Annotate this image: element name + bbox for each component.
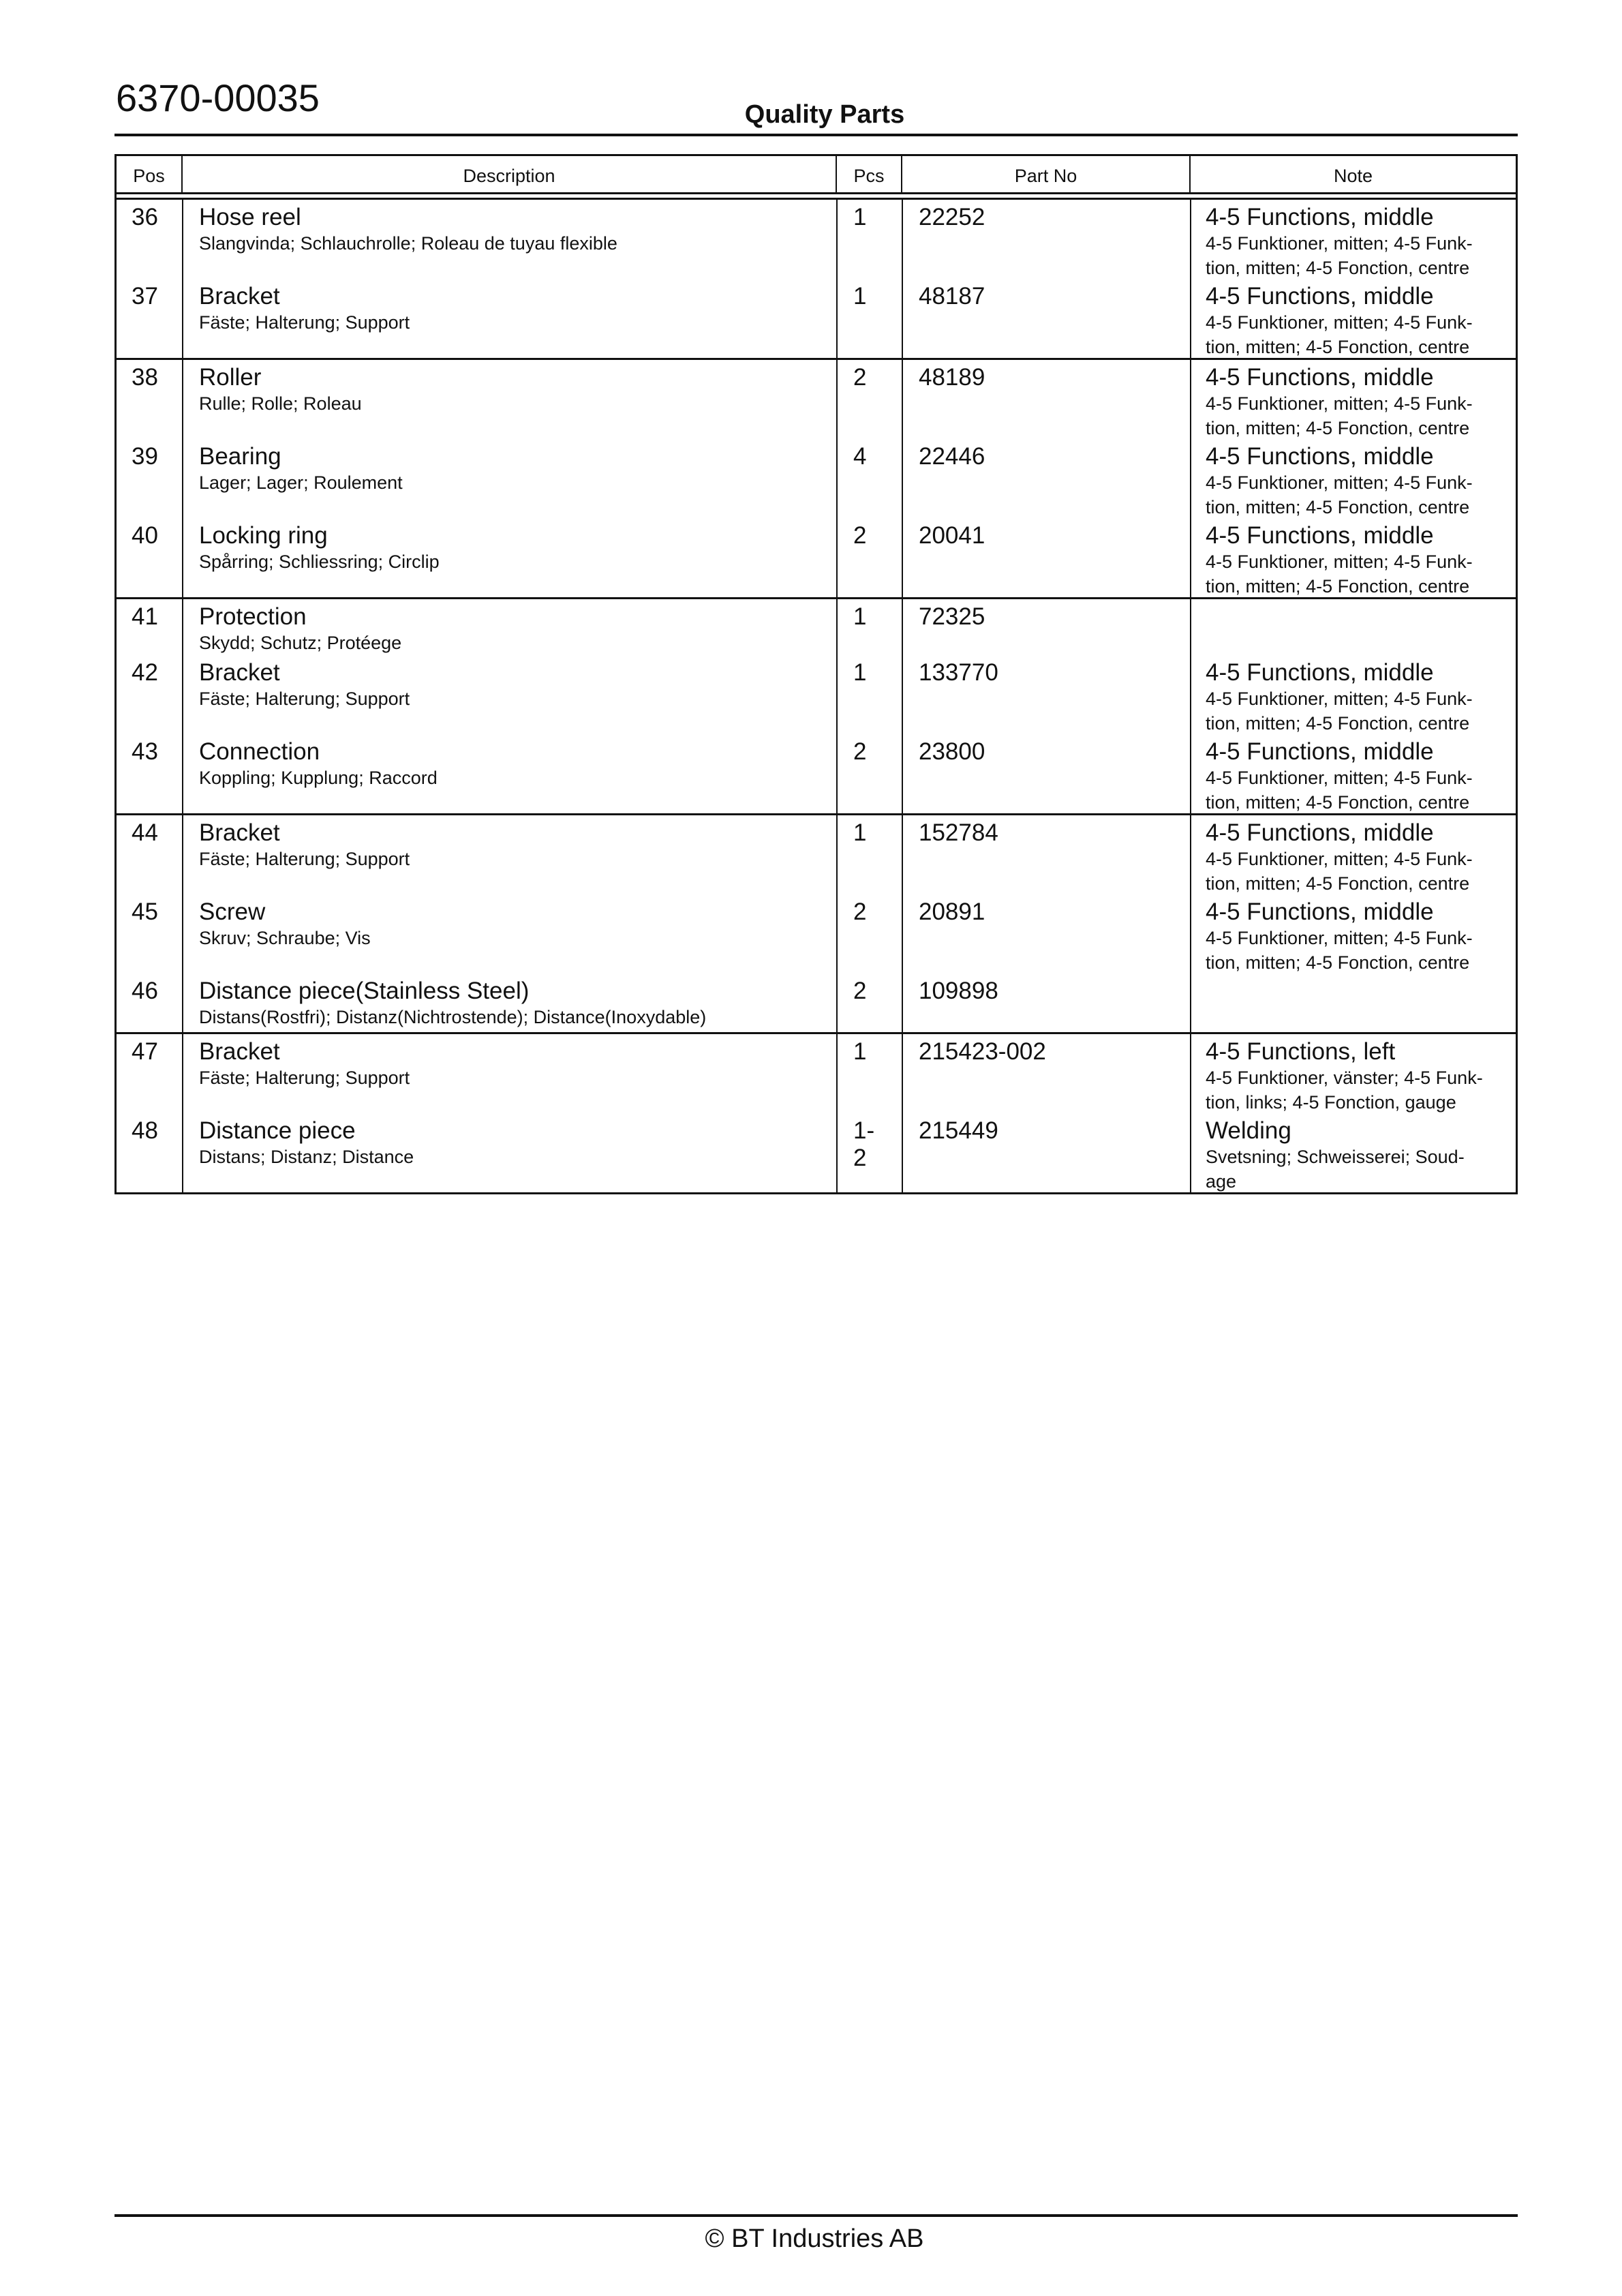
description-cell xyxy=(183,603,837,655)
position-number: 36 xyxy=(132,204,158,230)
part-description: Distance piece xyxy=(199,1117,356,1144)
table-row xyxy=(117,599,1516,655)
position-number: 46 xyxy=(132,978,158,1004)
note-cell xyxy=(1191,364,1516,439)
part-number: 152784 xyxy=(919,819,998,846)
description-cell xyxy=(183,364,837,439)
quantity: 2 xyxy=(853,738,867,765)
note-text: 4-5 Functions, middle xyxy=(1206,522,1434,549)
row-group xyxy=(117,200,1516,360)
part-description: Roller xyxy=(199,364,262,391)
part-description-translations: Skruv; Schraube; Vis xyxy=(199,928,371,948)
row-group xyxy=(117,360,1516,599)
note-cell xyxy=(1191,283,1516,358)
part-number: 20891 xyxy=(919,898,985,925)
part-description-translations: Fäste; Halterung; Support xyxy=(199,1068,410,1088)
pos-cell xyxy=(117,1117,183,1192)
quantity: 1 xyxy=(853,204,867,230)
note-translations: 4-5 Funktioner, mitten; 4-5 Funk-tion, mitten; 4-5 Fonction, centre xyxy=(1206,472,1473,517)
position-number: 40 xyxy=(132,522,158,549)
note-cell xyxy=(1191,659,1516,734)
table-row xyxy=(117,1113,1516,1192)
pos-cell xyxy=(117,1038,183,1113)
position-number: 41 xyxy=(132,603,158,630)
pcs-cell xyxy=(837,659,902,734)
pos-cell xyxy=(117,659,183,734)
quantity: 1-2 xyxy=(853,1117,875,1171)
note-cell xyxy=(1191,898,1516,973)
pcs-cell xyxy=(837,738,902,813)
part-description: Connection xyxy=(199,738,320,765)
part-description: Distance piece(Stainless Steel) xyxy=(199,978,530,1004)
part-description: Bracket xyxy=(199,659,280,686)
column-header-note: Note xyxy=(1333,166,1373,186)
pos-cell xyxy=(117,443,183,518)
note-cell xyxy=(1191,204,1516,279)
pos-cell xyxy=(117,522,183,597)
quantity: 1 xyxy=(853,659,867,686)
part-no-cell xyxy=(902,978,1191,1032)
copyright-footer: © BT Industries AB xyxy=(705,2224,924,2253)
quantity: 2 xyxy=(853,978,867,1004)
part-description-translations: Slangvinda; Schlauchrolle; Roleau de tuyau flexible xyxy=(199,233,617,254)
part-number: 22446 xyxy=(919,443,985,470)
page-title: Quality Parts xyxy=(744,100,905,129)
part-no-cell xyxy=(902,283,1191,358)
description-cell xyxy=(183,443,837,518)
part-number: 109898 xyxy=(919,978,998,1004)
quantity: 2 xyxy=(853,364,867,391)
part-no-cell xyxy=(902,443,1191,518)
part-no-cell xyxy=(902,659,1191,734)
pcs-cell xyxy=(837,443,902,518)
pcs-cell xyxy=(837,978,902,1032)
table-row xyxy=(117,973,1516,1032)
pcs-cell xyxy=(837,204,902,279)
part-no-cell xyxy=(902,204,1191,279)
note-cell xyxy=(1191,1117,1516,1192)
part-description-translations: Koppling; Kupplung; Raccord xyxy=(199,768,438,788)
position-number: 38 xyxy=(132,364,158,391)
note-translations: 4-5 Funktioner, mitten; 4-5 Funk-tion, mitten; 4-5 Fonction, centre xyxy=(1206,393,1473,438)
pcs-cell xyxy=(837,898,902,973)
description-cell xyxy=(183,204,837,279)
table-header-row xyxy=(117,156,1516,194)
part-description: Locking ring xyxy=(199,522,328,549)
pos-cell xyxy=(117,738,183,813)
part-description-translations: Fäste; Halterung; Support xyxy=(199,689,410,709)
note-translations: 4-5 Funktioner, mitten; 4-5 Funk-tion, mitten; 4-5 Fonction, centre xyxy=(1206,689,1473,734)
note-text: 4-5 Functions, left xyxy=(1206,1038,1396,1065)
note-translations: 4-5 Funktioner, mitten; 4-5 Funk-tion, mitten; 4-5 Fonction, centre xyxy=(1206,768,1473,813)
pcs-cell xyxy=(837,522,902,597)
part-description-translations: Distans; Distanz; Distance xyxy=(199,1147,414,1167)
table-row xyxy=(117,360,1516,439)
table-row xyxy=(117,894,1516,973)
pos-cell xyxy=(117,283,183,358)
part-no-cell xyxy=(902,364,1191,439)
part-description-translations: Spårring; Schliessring; Circlip xyxy=(199,552,440,572)
note-text: 4-5 Functions, middle xyxy=(1206,738,1434,765)
part-no-cell xyxy=(902,1117,1191,1192)
table-row xyxy=(117,655,1516,734)
part-description-translations: Rulle; Rolle; Roleau xyxy=(199,393,362,414)
note-text: 4-5 Functions, middle xyxy=(1206,659,1434,686)
part-number: 72325 xyxy=(919,603,985,630)
part-description: Protection xyxy=(199,603,307,630)
part-description: Bracket xyxy=(199,283,280,309)
part-no-cell xyxy=(902,819,1191,894)
description-cell xyxy=(183,283,837,358)
note-text: 4-5 Functions, middle xyxy=(1206,819,1434,846)
note-cell xyxy=(1191,819,1516,894)
part-description-translations: Skydd; Schutz; Protéege xyxy=(199,633,402,653)
table-row xyxy=(117,1034,1516,1113)
description-cell xyxy=(183,659,837,734)
note-cell xyxy=(1191,738,1516,813)
table-row xyxy=(117,279,1516,358)
note-text: 4-5 Functions, middle xyxy=(1206,443,1434,470)
part-description-translations: Lager; Lager; Roulement xyxy=(199,472,403,493)
pcs-cell xyxy=(837,364,902,439)
note-translations: 4-5 Funktioner, vänster; 4-5 Funk-tion, links; 4-5 Fonction, gauge xyxy=(1206,1068,1483,1113)
pos-cell xyxy=(117,819,183,894)
note-translations: Svetsning; Schweisserei; Soud-age xyxy=(1206,1147,1465,1192)
pcs-cell xyxy=(837,1038,902,1113)
part-description: Bearing xyxy=(199,443,281,470)
part-no-cell xyxy=(902,1038,1191,1113)
part-no-cell xyxy=(902,738,1191,813)
description-cell xyxy=(183,898,837,973)
position-number: 37 xyxy=(132,283,158,309)
row-group xyxy=(117,1034,1516,1192)
pos-cell xyxy=(117,603,183,655)
position-number: 39 xyxy=(132,443,158,470)
part-no-cell xyxy=(902,522,1191,597)
part-description-translations: Distans(Rostfri); Distanz(Nichtrostende); Distance(Inoxydable) xyxy=(199,1007,707,1027)
pos-cell xyxy=(117,898,183,973)
parts-table xyxy=(114,154,1518,1194)
part-number: 23800 xyxy=(919,738,985,765)
part-number: 22252 xyxy=(919,204,985,230)
pcs-cell xyxy=(837,1117,902,1192)
part-description: Screw xyxy=(199,898,266,925)
description-cell xyxy=(183,1038,837,1113)
pcs-cell xyxy=(837,283,902,358)
note-text: 4-5 Functions, middle xyxy=(1206,204,1434,230)
row-group xyxy=(117,599,1516,815)
note-cell xyxy=(1191,1038,1516,1113)
pos-cell xyxy=(117,364,183,439)
note-translations: 4-5 Funktioner, mitten; 4-5 Funk-tion, mitten; 4-5 Fonction, centre xyxy=(1206,233,1473,278)
quantity: 1 xyxy=(853,819,867,846)
part-number: 215449 xyxy=(919,1117,998,1144)
position-number: 42 xyxy=(132,659,158,686)
part-description: Bracket xyxy=(199,1038,280,1065)
note-translations: 4-5 Funktioner, mitten; 4-5 Funk-tion, mitten; 4-5 Fonction, centre xyxy=(1206,849,1473,894)
part-number: 20041 xyxy=(919,522,985,549)
description-cell xyxy=(183,978,837,1032)
quantity: 1 xyxy=(853,283,867,309)
quantity: 1 xyxy=(853,603,867,630)
position-number: 48 xyxy=(132,1117,158,1144)
column-header-pos: Pos xyxy=(117,156,183,192)
note-text: 4-5 Functions, middle xyxy=(1206,364,1434,391)
pos-cell xyxy=(117,204,183,279)
column-header-part-no: Part No xyxy=(902,156,1191,192)
pcs-cell xyxy=(837,603,902,655)
note-cell xyxy=(1191,603,1516,655)
description-cell xyxy=(183,738,837,813)
pcs-cell xyxy=(837,819,902,894)
position-number: 44 xyxy=(132,819,158,846)
note-cell xyxy=(1191,522,1516,597)
part-number: 133770 xyxy=(919,659,998,686)
table-row xyxy=(117,518,1516,597)
part-number: 48189 xyxy=(919,364,985,391)
table-row xyxy=(117,734,1516,813)
note-translations: 4-5 Funktioner, mitten; 4-5 Funk-tion, mitten; 4-5 Fonction, centre xyxy=(1206,552,1473,596)
position-number: 45 xyxy=(132,898,158,925)
note-text: 4-5 Functions, middle xyxy=(1206,283,1434,309)
pos-cell xyxy=(117,978,183,1032)
column-header-description: Description xyxy=(183,156,837,192)
header-divider xyxy=(114,134,1518,136)
footer-divider xyxy=(114,2214,1518,2217)
part-description-translations: Fäste; Halterung; Support xyxy=(199,849,410,869)
column-header-pcs: Pcs xyxy=(837,156,902,192)
quantity: 2 xyxy=(853,898,867,925)
position-number: 47 xyxy=(132,1038,158,1065)
part-description: Bracket xyxy=(199,819,280,846)
description-cell xyxy=(183,1117,837,1192)
note-cell xyxy=(1191,443,1516,518)
description-cell xyxy=(183,522,837,597)
quantity: 1 xyxy=(853,1038,867,1065)
document-number: 6370-00035 xyxy=(116,76,320,119)
note-cell xyxy=(1191,978,1516,1032)
part-description: Hose reel xyxy=(199,204,301,230)
note-text: Welding xyxy=(1206,1117,1291,1144)
part-description-translations: Fäste; Halterung; Support xyxy=(199,312,410,333)
quantity: 2 xyxy=(853,522,867,549)
part-number: 48187 xyxy=(919,283,985,309)
position-number: 43 xyxy=(132,738,158,765)
row-group xyxy=(117,815,1516,1034)
description-cell xyxy=(183,819,837,894)
table-row xyxy=(117,439,1516,518)
part-no-cell xyxy=(902,603,1191,655)
header-double-rule xyxy=(117,194,1516,200)
note-translations: 4-5 Funktioner, mitten; 4-5 Funk-tion, mitten; 4-5 Fonction, centre xyxy=(1206,928,1473,973)
note-text: 4-5 Functions, middle xyxy=(1206,898,1434,925)
note-translations: 4-5 Funktioner, mitten; 4-5 Funk-tion, mitten; 4-5 Fonction, centre xyxy=(1206,312,1473,357)
table-row xyxy=(117,815,1516,894)
quantity: 4 xyxy=(853,443,867,470)
table-row xyxy=(117,200,1516,279)
part-number: 215423-002 xyxy=(919,1038,1046,1065)
part-no-cell xyxy=(902,898,1191,973)
table-body xyxy=(117,200,1516,1192)
